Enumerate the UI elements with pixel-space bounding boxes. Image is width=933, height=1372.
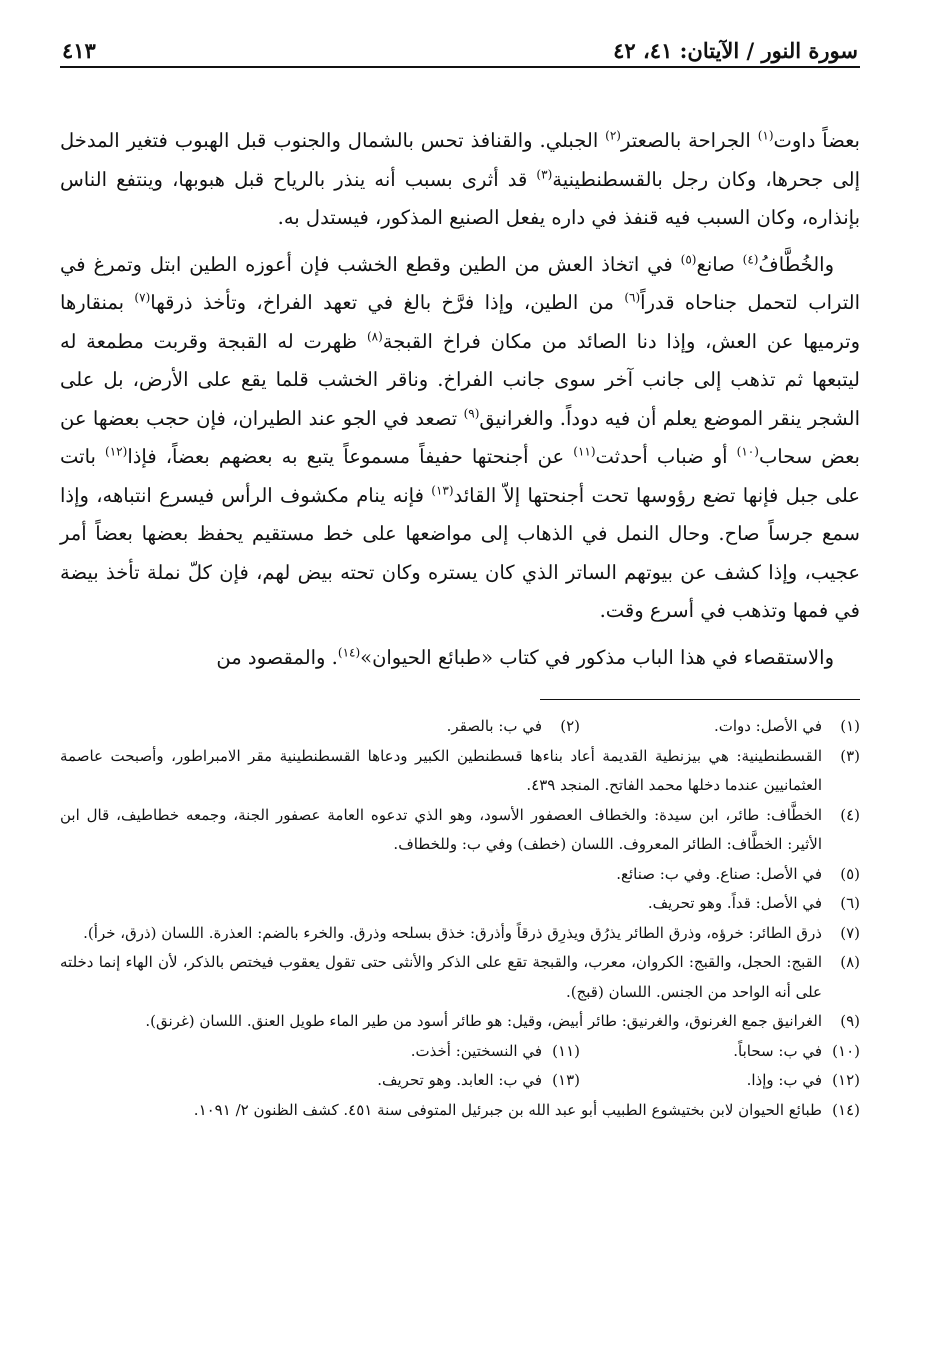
text-run: أو ضباب أحدثت bbox=[595, 445, 737, 468]
text-run: تصعد في الجو عند الطيران، فإن حجب بعضها عن بعض سحاب bbox=[60, 406, 860, 468]
text-run: قد أثرى بسبب أنه ينذر بالرياح قبل هبوبها، وينتفع الناس بإنذاره، وكان السبب فيه قنفذ في داره يفعل الصنيع المذكور، فيستدل به. bbox=[60, 167, 860, 229]
footnote-ref-7: (٧) bbox=[134, 290, 151, 305]
footnote-ref-13: (١٣) bbox=[431, 483, 454, 497]
footnote-text: في ب: سحاباً. bbox=[733, 1041, 822, 1060]
footnote-ref-9: (٩) bbox=[463, 406, 480, 420]
footnote-text: في النسختين: أخذت. bbox=[410, 1041, 542, 1060]
running-header bbox=[60, 30, 860, 68]
paragraph-3 bbox=[60, 639, 860, 678]
footnote-ref-1: (١) bbox=[757, 128, 774, 143]
footnote-ref-12: (١٢) bbox=[105, 444, 128, 459]
footnote-text: طبائع الحيوان لابن بختيشوع الطبيب أبو عبد الله بن جبرئيل المتوفى سنة ٤٥١. كشف الظنون ٢/ ١٠٩١. bbox=[193, 1100, 822, 1119]
footnote-ref-4: (٤) bbox=[742, 252, 759, 266]
book-page bbox=[60, 30, 860, 1350]
footnote-ref-2: (٢) bbox=[605, 128, 621, 143]
text-run: من الطين، وإذا فرَّخ بالغ في تعهد الفراخ، وتأخذ ذرقها bbox=[150, 291, 625, 314]
footnote-separator bbox=[540, 699, 860, 700]
footnote-number: (٢) bbox=[560, 717, 580, 735]
footnote-text: القسطنطينية: هي بيزنطية القديمة أعاد بناءها قسطنطين الكبير ودعاها القسطنطينية مقر الامبراطور، وأصبحت عاصمة العثمانيين عندما دخلها محمد الفاتح. المنجد ٤٣٩. bbox=[60, 746, 822, 794]
footnote-ref-8: (٨) bbox=[366, 329, 383, 343]
footnote-number: (٤) bbox=[840, 805, 860, 824]
footnote-text: الغرانيق جمع الغرنوق، والغرنيق: طائر أبيض، وقيل: هو طائر أسود من طير الماء طويل العنق. اللسان (غرنق). bbox=[145, 1012, 822, 1030]
paragraph-1 bbox=[60, 122, 860, 238]
footnote-ref-11: (١١) bbox=[573, 444, 596, 459]
footnote-row bbox=[60, 919, 860, 949]
footnote-number: (٥) bbox=[840, 864, 860, 883]
footnote-number: (١) bbox=[840, 717, 860, 735]
footnote-text: ذرق الطائر: خرؤه، وذرق الطائر يذرُق ويذرِق ذرقاً وأذرق: خذق بسلحه وذرق. والخرء بالضم: العذرة. اللسان (ذرق، خرأ). bbox=[83, 923, 822, 942]
footnote-ref-6: (٦) bbox=[624, 290, 641, 305]
text-run: في اتخاذ العش من الطين وقطع الخشب فإن أعوزه الطين ابتل وتمرغ في التراب لتحمل جناحاه قدراً bbox=[60, 252, 861, 314]
text-run: صانع bbox=[696, 252, 743, 276]
footnote-ref-5: (٥) bbox=[680, 252, 697, 266]
footnote-row bbox=[60, 712, 860, 742]
footnote-number: (٧) bbox=[840, 923, 860, 942]
footnote-text: في ب: العابد. وهو تحريف. bbox=[377, 1071, 542, 1089]
footnote-number: (١٤) bbox=[832, 1100, 860, 1119]
text-run: ظهرت له القبجة وقربت مطمعة له ليتبعها ثم تذهب إلى جانب آخر سوى جانب الفراخ. وناقر الخشب قلما يقع على الأرض، بل على الشجر ينقر الموضع يعلم أن فيه دوداً. والغرانيق bbox=[60, 329, 860, 430]
footnote-row bbox=[60, 801, 860, 860]
footnote-row bbox=[60, 889, 860, 919]
footnote-row bbox=[60, 1066, 860, 1096]
text-run: الجبلي. والقنافذ تحس بالشمال والجنوب قبل الهبوب فتغير المدخل إلى جحرها، وكان رجل بالقسطنطينية bbox=[60, 129, 860, 191]
footnote-number: (٨) bbox=[840, 953, 860, 971]
footnote-number: (١١) bbox=[552, 1041, 580, 1060]
footnote-number: (١٢) bbox=[832, 1071, 860, 1089]
text-run: بمنقارها وترميها عن العش، وإذا دنا الصائد من مكان فراخ القبجة bbox=[60, 291, 860, 353]
footnote-row bbox=[60, 1007, 860, 1037]
text-run: بعضاً داوت bbox=[773, 129, 860, 152]
footnote-row bbox=[60, 1096, 860, 1126]
footnote-ref-3: (٣) bbox=[536, 167, 553, 181]
footnote-row bbox=[60, 860, 860, 890]
footnote-number: (٣) bbox=[840, 746, 860, 765]
footnote-ref-10: (١٠) bbox=[736, 444, 759, 459]
page-number: ٤١٣ bbox=[62, 38, 96, 63]
footnote-text: في الأصل: قداً. وهو تحريف. bbox=[647, 894, 822, 912]
footnote-text: القبج: الحجل، والقبج: الكروان، معرب، والقبجة تقع على الذكر والأنثى حتى تقول يعقوب فيختص بالذكر، لأن الهاء إنما دخلته على أنه الواحد من الجنس. اللسان (قبج). bbox=[60, 953, 822, 1001]
footnote-text: الخطَّاف: طائر، ابن سيدة: والخطاف العصفور الأسود، وهو الذي تدعوه العامة عصفور الجنة، وجمعه خطاطيف، قال ابن الأثير: الخطَّاف: الطائر المعروف. اللسان (خطف) وفي ب: وللخطاف. bbox=[60, 805, 822, 853]
footnote-text: في ب: بالصقر. bbox=[446, 717, 542, 735]
header-title: سورة النور / الآيتان: ٤١، ٤٢ bbox=[613, 38, 858, 63]
footnotes bbox=[60, 712, 860, 1125]
text-run: عن أجنحتها حفيفاً مسموعاً يتبع به بعضهم بعضاً، فإذا bbox=[127, 445, 574, 468]
footnote-number: (٩) bbox=[840, 1012, 860, 1030]
footnote-row bbox=[60, 742, 860, 801]
footnote-text: في الأصل: صناع. وفي ب: صنائع. bbox=[616, 864, 822, 883]
paragraph-2 bbox=[60, 246, 860, 631]
text-run: والاستقصاء في هذا الباب مذكور في كتاب «طبائع الحيوان» bbox=[360, 645, 834, 669]
footnote-number: (٦) bbox=[840, 894, 860, 912]
text-run: الجراحة بالصعتر bbox=[620, 129, 758, 152]
text-run: باتت على جبل فإنها تضع رؤوسها تحت أجنحتها إلاّ القائد bbox=[60, 445, 861, 507]
footnote-number: (١٠) bbox=[832, 1041, 860, 1060]
text-run: . والمقصود من bbox=[216, 645, 338, 669]
text-run: فإنه ينام مكشوف الرأس فيسرع انتباهه، وإذا سمع جرساً صاح. وحال النمل في الذهاب إلى مواضعها على خط مستقيم يحفظ بعضها بعضاً أمر عجيب، وإذا كشف عن بيوتهم الساتر الذي كان يستره وكان تحته بيض لهم، فإن كلّ نملة تأخذ بيضة في فمها وتذهب في أسرع وقت. bbox=[60, 483, 860, 622]
footnote-row bbox=[60, 1037, 860, 1067]
footnote-text: في الأصل: دوات. bbox=[713, 717, 822, 735]
footnote-text: في ب: وإذا. bbox=[746, 1071, 822, 1089]
text-run: والخُطَّافُ bbox=[758, 252, 834, 276]
footnote-row bbox=[60, 948, 860, 1007]
footnote-ref-14: (١٤) bbox=[337, 645, 361, 659]
main-text bbox=[60, 122, 860, 677]
footnote-number: (١٣) bbox=[552, 1071, 580, 1089]
